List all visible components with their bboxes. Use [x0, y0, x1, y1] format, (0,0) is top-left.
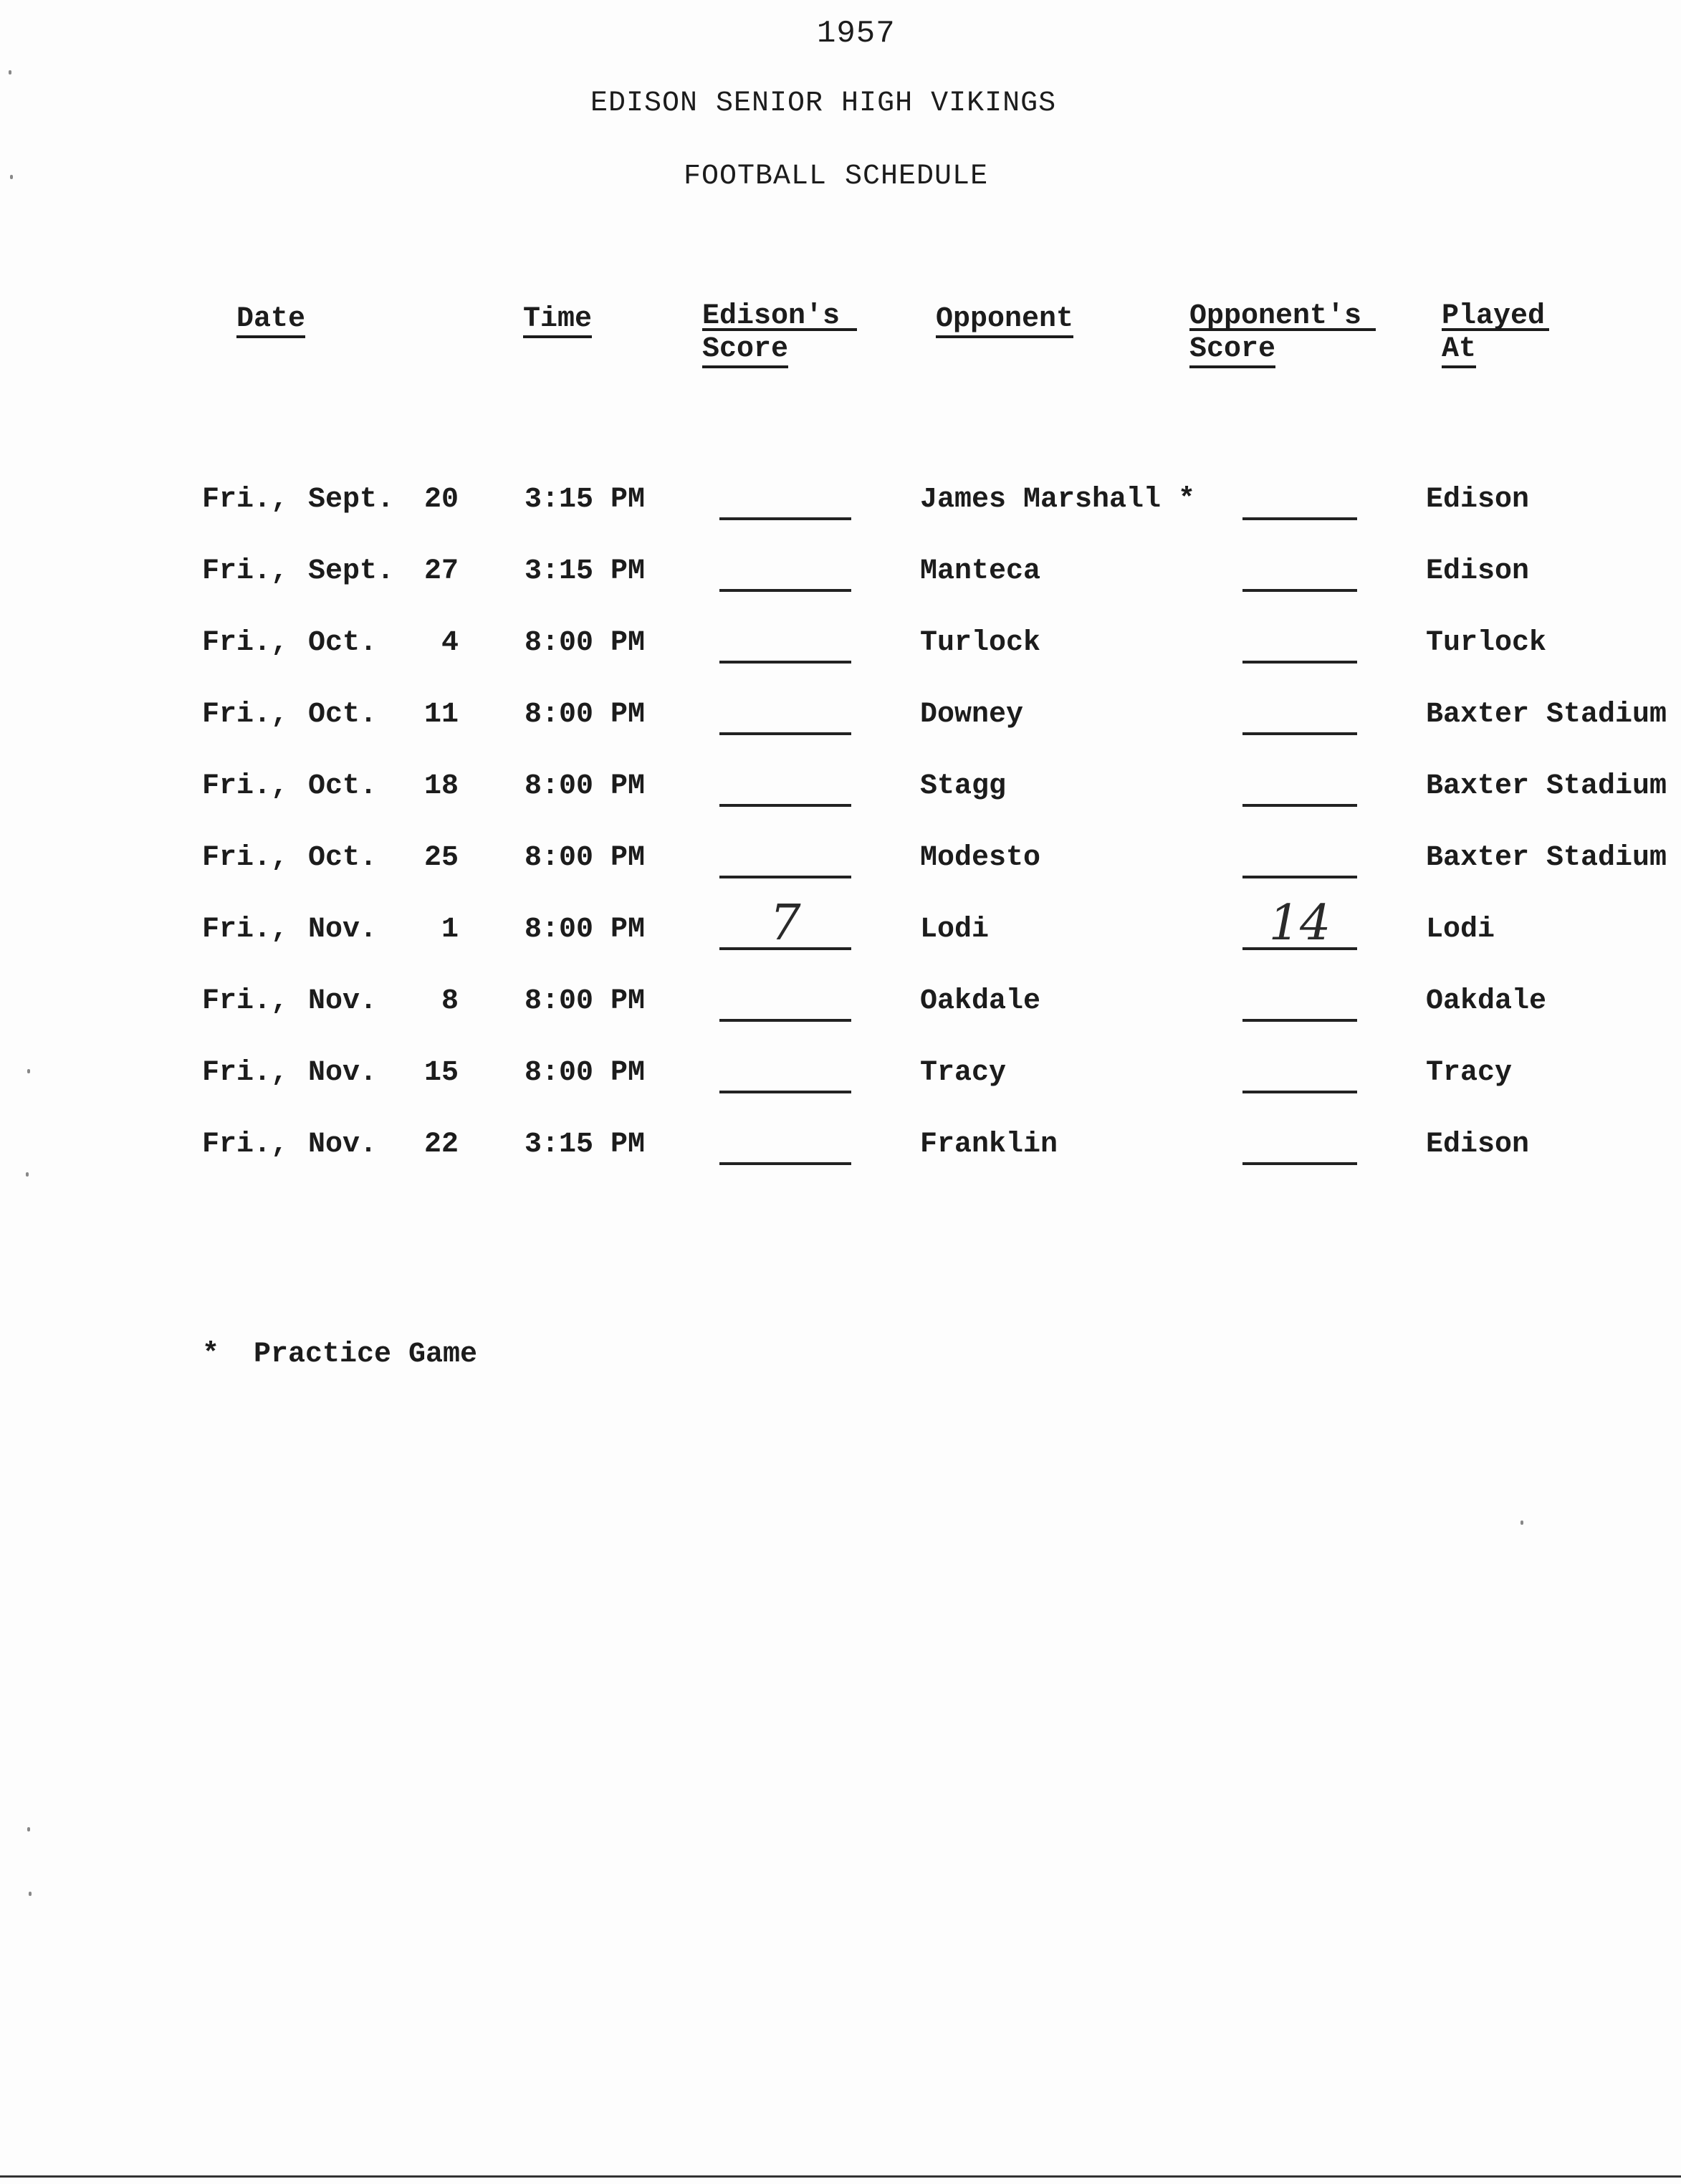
opponent-name: Tracy — [920, 1057, 1007, 1089]
edison-score-field[interactable] — [719, 1052, 851, 1095]
opponent-name: Manteca — [920, 555, 1041, 588]
opponent-name: Lodi — [920, 914, 990, 946]
game-time: 8:00 PM — [525, 1057, 646, 1089]
table-row — [0, 895, 1681, 952]
opponent-score-field[interactable] — [1242, 895, 1357, 952]
game-month: Nov. — [308, 985, 378, 1017]
header-played-at-line1: Played — [1442, 300, 1546, 332]
game-day: Fri., — [202, 842, 289, 874]
scan-speck — [27, 1069, 30, 1073]
played-at: Tracy — [1426, 1057, 1513, 1089]
header-date-label: Date — [236, 304, 305, 338]
opponent-name: Modesto — [920, 842, 1041, 874]
game-day: Fri., — [202, 484, 289, 516]
game-date: 15 — [423, 1057, 459, 1089]
game-date: 8 — [441, 985, 459, 1017]
opponent-score-field[interactable] — [1242, 980, 1357, 1023]
edison-score-field[interactable] — [719, 550, 851, 593]
edison-score-field[interactable] — [719, 765, 851, 808]
edison-score-field[interactable] — [719, 1124, 851, 1167]
opponent-score-field[interactable] — [1242, 550, 1357, 593]
edison-score-field[interactable] — [719, 622, 851, 665]
played-at: Oakdale — [1426, 985, 1547, 1017]
opponent-score-value: 14 — [1268, 895, 1331, 952]
header-edison-score — [702, 301, 857, 368]
header-opponent — [936, 301, 1073, 338]
played-at: Turlock — [1426, 627, 1547, 659]
scan-speck — [27, 1827, 30, 1831]
game-month: Oct. — [308, 842, 378, 874]
school-heading: EDISON SENIOR HIGH VIKINGS — [590, 87, 1057, 120]
game-time: 8:00 PM — [525, 699, 646, 731]
table-row — [0, 550, 1681, 593]
edison-score-field[interactable] — [719, 694, 851, 737]
game-date: 22 — [423, 1129, 459, 1161]
header-played-at-line2: At — [1442, 334, 1476, 368]
header-opponent-score — [1189, 301, 1376, 368]
edison-score-field[interactable] — [719, 980, 851, 1023]
game-month: Nov. — [308, 914, 378, 946]
table-row — [0, 694, 1681, 737]
opponent-score-field[interactable] — [1242, 1052, 1357, 1095]
header-opponent-score-line2: Score — [1189, 334, 1275, 368]
header-time — [523, 301, 592, 338]
opponent-name: James Marshall * — [920, 484, 1196, 516]
played-at: Edison — [1426, 484, 1530, 516]
game-day: Fri., — [202, 770, 289, 803]
opponent-score-field[interactable] — [1242, 765, 1357, 808]
table-row — [0, 479, 1681, 522]
game-day: Fri., — [202, 985, 289, 1017]
header-played-at — [1442, 301, 1549, 368]
header-date — [236, 301, 305, 338]
game-month: Sept. — [308, 484, 395, 516]
scan-speck — [29, 1892, 32, 1896]
table-row — [0, 1124, 1681, 1167]
played-at: Edison — [1426, 1129, 1530, 1161]
opponent-name: Stagg — [920, 770, 1007, 803]
table-row — [0, 837, 1681, 880]
edison-score-field[interactable] — [719, 479, 851, 522]
header-edison-score-line1: Edison's — [702, 300, 840, 332]
header-opponent-score-line1: Opponent's — [1189, 300, 1362, 332]
opponent-score-field[interactable] — [1242, 837, 1357, 880]
scan-speck — [9, 70, 11, 75]
game-day: Fri., — [202, 1129, 289, 1161]
page-bottom-edge — [0, 2175, 1681, 2178]
header-time-label: Time — [523, 304, 592, 338]
game-month: Sept. — [308, 555, 395, 588]
played-at: Baxter Stadium — [1426, 699, 1667, 731]
game-day: Fri., — [202, 627, 289, 659]
scan-speck — [26, 1172, 29, 1177]
game-day: Fri., — [202, 1057, 289, 1089]
game-day: Fri., — [202, 555, 289, 588]
game-time: 8:00 PM — [525, 627, 646, 659]
edison-score-field[interactable] — [719, 895, 851, 952]
table-row — [0, 622, 1681, 665]
game-date: 4 — [441, 627, 459, 659]
game-time: 8:00 PM — [525, 914, 646, 946]
game-date: 27 — [423, 555, 459, 588]
game-date: 11 — [423, 699, 459, 731]
year-heading: 1957 — [817, 16, 896, 52]
opponent-score-field[interactable] — [1242, 622, 1357, 665]
header-opponent-label: Opponent — [936, 304, 1073, 338]
played-at: Lodi — [1426, 914, 1495, 946]
game-time: 8:00 PM — [525, 842, 646, 874]
scan-speck — [10, 175, 13, 179]
game-time: 8:00 PM — [525, 985, 646, 1017]
opponent-score-field[interactable] — [1242, 694, 1357, 737]
game-date: 1 — [441, 914, 459, 946]
table-row — [0, 765, 1681, 808]
scan-speck — [1520, 1520, 1523, 1525]
game-month: Oct. — [308, 770, 378, 803]
played-at: Edison — [1426, 555, 1530, 588]
game-time: 8:00 PM — [525, 770, 646, 803]
opponent-name: Franklin — [920, 1129, 1058, 1161]
opponent-name: Oakdale — [920, 985, 1041, 1017]
schedule-title: FOOTBALL SCHEDULE — [684, 161, 989, 193]
game-time: 3:15 PM — [525, 484, 646, 516]
game-date: 25 — [423, 842, 459, 874]
played-at: Baxter Stadium — [1426, 842, 1667, 874]
header-edison-score-line2: Score — [702, 334, 788, 368]
game-day: Fri., — [202, 699, 289, 731]
opponent-score-field[interactable] — [1242, 479, 1357, 522]
game-time: 3:15 PM — [525, 555, 646, 588]
table-row — [0, 1052, 1681, 1095]
game-date: 20 — [423, 484, 459, 516]
game-month: Nov. — [308, 1129, 378, 1161]
game-month: Oct. — [308, 627, 378, 659]
opponent-name: Turlock — [920, 627, 1041, 659]
played-at: Baxter Stadium — [1426, 770, 1667, 803]
opponent-score-field[interactable] — [1242, 1124, 1357, 1167]
edison-score-value: 7 — [770, 895, 801, 952]
practice-game-footnote: * Practice Game — [202, 1338, 478, 1371]
edison-score-field[interactable] — [719, 837, 851, 880]
game-date: 18 — [423, 770, 459, 803]
table-row — [0, 980, 1681, 1023]
game-time: 3:15 PM — [525, 1129, 646, 1161]
opponent-name: Downey — [920, 699, 1024, 731]
game-month: Nov. — [308, 1057, 378, 1089]
game-month: Oct. — [308, 699, 378, 731]
game-day: Fri., — [202, 914, 289, 946]
